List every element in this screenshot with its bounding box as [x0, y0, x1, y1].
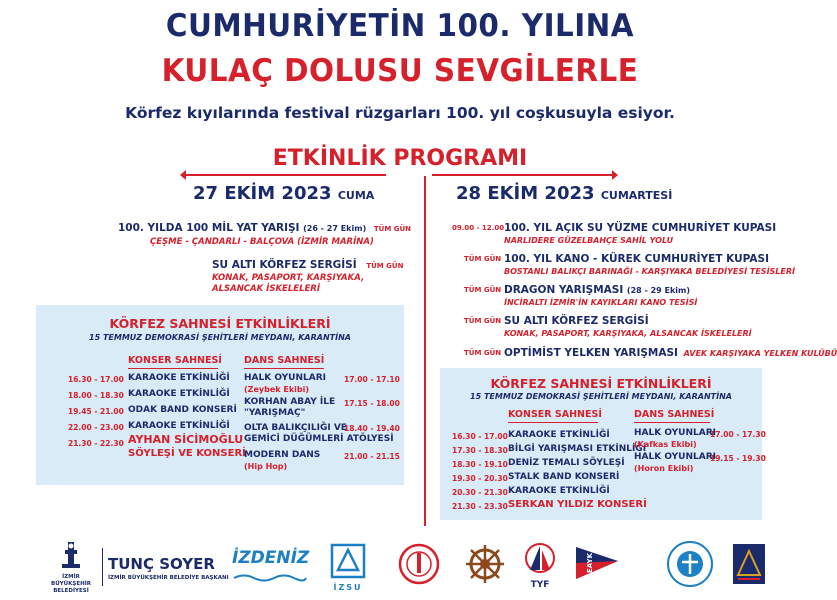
dans-time: 18.40 - 19.40: [344, 424, 400, 433]
arrow-left-icon: [180, 170, 186, 180]
dans-name: KORHAN ABAY İLE: [244, 397, 336, 407]
konser-time: 21.30 - 22.30: [68, 439, 124, 448]
izmir-logo-line1: İZMİR: [62, 574, 80, 580]
konser-time: 17.30 - 18.30: [452, 446, 508, 455]
logo-divider: [102, 548, 103, 586]
program-title: ETKİNLİK PROGRAMI: [272, 146, 528, 171]
konser-time: 20.30 - 21.30: [452, 488, 508, 497]
izsu-text: İZSU: [333, 583, 363, 592]
event-location: İNCİRALTI İZMİR'İN KAYIKLARI KANO TESİSİ: [504, 298, 698, 307]
event-date-note: (28 - 29 Ekim): [626, 286, 691, 295]
chamber-logo: [666, 540, 714, 592]
izmir-logo-line2: BÜYÜKŞEHİR: [51, 581, 91, 587]
dans-name: OLTA BALIKÇILIĞI VE: [244, 423, 347, 433]
dans-name: HALK OYUNLARI: [634, 428, 717, 438]
konser-name: SERKAN YILDIZ KONSERİ: [508, 499, 647, 510]
izmir-logo-line3: BELEDİYESİ: [53, 588, 89, 594]
izmir-bb-logo: [46, 540, 96, 596]
konser-time: 16.30 - 17.00: [452, 432, 508, 441]
day2-header: [456, 183, 672, 204]
konser-name: KARAOKE ETKİNLİĞİ: [508, 430, 610, 440]
dans-head: DANS SAHNESİ: [634, 409, 715, 420]
dans-underline: [634, 422, 710, 423]
konser-name: BİLGİ YARIŞMASI ETKİNLİĞİ: [508, 444, 647, 454]
konser-name: KARAOKE ETKİNLİĞİ: [128, 421, 230, 431]
tyf-logo: [520, 540, 560, 596]
dans-head: DANS SAHNESİ: [244, 355, 325, 366]
dans-note: (Zeybek Ekibi): [244, 385, 310, 394]
event-location: AVEK KARŞIYAKA YELKEN KULÜBÜ: [683, 349, 837, 358]
dans-name: MODERN DANS: [244, 450, 321, 460]
event-title: OPTİMİST YELKEN YARIŞMASI: [504, 347, 678, 359]
konser-name: KARAOKE ETKİNLİĞİ: [128, 389, 230, 399]
arrow-right-icon: [612, 170, 618, 180]
izdeniz-logo: [232, 548, 309, 587]
dans-time: 17.00 - 17.30: [710, 430, 766, 439]
square-emblem-icon: [732, 543, 766, 585]
konser-head: KONSER SAHNESİ: [508, 409, 602, 420]
konser-time: 16.30 - 17.00: [68, 375, 124, 384]
event-time-tag: TÜM GÜN: [373, 225, 412, 233]
drop-icon: [330, 543, 366, 579]
dans-name: HALK OYUNLARI: [634, 452, 717, 462]
pennant-icon: [574, 543, 620, 585]
emblem-icon: [398, 543, 440, 585]
tyf-text: TYF: [530, 580, 550, 590]
box-subtitle: 15 TEMMUZ DEMOKRASİ ŞEHİTLERİ MEYDANI, KARANTİNA: [89, 333, 351, 342]
sail-icon: [520, 540, 560, 576]
day2-weekday: CUMARTESİ: [600, 189, 673, 202]
event-location: NARLIDERE GÜZELBAHÇE SAHİL YOLU: [504, 236, 674, 245]
day1-event-2: [212, 259, 412, 294]
event-title: 100. YIL AÇIK SU YÜZME CUMHURİYET KUPASI: [504, 222, 777, 234]
title-line-1: CUMHURİYETİN 100. YILINA: [165, 8, 635, 44]
dans-time: 19.15 - 19.30: [710, 454, 766, 463]
day1-date: 27 EKİM 2023: [193, 183, 332, 204]
event-time-tag: TÜM GÜN: [464, 349, 502, 357]
day1-stage-box: [36, 305, 404, 485]
event-time-tag: 09.00 - 12.00: [452, 224, 505, 232]
dans-note: (Hip Hop): [244, 462, 288, 471]
konser-time: 22.00 - 23.00: [68, 423, 124, 432]
day2-date: 28 EKİM 2023: [456, 183, 595, 204]
dans-time: 17.00 - 17.10: [344, 375, 400, 384]
mayor-block: [108, 555, 229, 581]
seal-logo-1: [398, 543, 440, 589]
box-subtitle: 15 TEMMUZ DEMOKRASİ ŞEHİTLERİ MEYDANI, KARANTİNA: [470, 392, 732, 401]
eayk-logo: [574, 543, 620, 589]
konser-time: 19.45 - 21.00: [68, 407, 124, 416]
ship-wheel-icon: [464, 543, 506, 585]
konser-head: KONSER SAHNESİ: [128, 355, 222, 366]
konser-name: ODAK BAND KONSERİ: [128, 405, 237, 415]
event-time-tag: TÜM GÜN: [464, 286, 502, 294]
eayk-text: EAYK: [586, 552, 595, 574]
konser-time: 21.30 - 23.30: [452, 502, 508, 511]
event-title: SU ALTI KÖRFEZ SERGİSİ: [212, 259, 357, 271]
konser-name-line2: SÖYLEŞİ VE KONSERİ: [128, 448, 246, 459]
event-title: 100. YIL KANO - KÜREK CUMHURİYET KUPASI: [504, 253, 769, 265]
title-line-2: KULAÇ DOLUSU SEVGİLERLE: [161, 53, 639, 89]
event-title: 100. YILDA 100 MİL YAT YARIŞI: [118, 222, 300, 234]
dans-note: (Horon Ekibi): [634, 464, 694, 473]
day1-weekday: CUMA: [337, 189, 375, 202]
divider-right-h: [432, 174, 612, 176]
event-title-wrap: [504, 284, 690, 296]
mayor-name: TUNÇ SOYER: [108, 555, 215, 573]
izsu-logo: [330, 543, 366, 595]
event-location: BOSTANLI BALIKÇI BARINAĞI - KARŞIYAKA BELEDİYESİ TESİSLERİ: [504, 267, 795, 276]
square-logo: [732, 543, 766, 589]
konser-time: 18.30 - 19.10: [452, 460, 508, 469]
dans-note: (Kafkas Ekibi): [634, 440, 697, 449]
dans-name: HALK OYUNLARI: [244, 373, 327, 383]
dans-time: 21.00 - 21.15: [344, 452, 400, 461]
event-location: KONAK, PASAPORT, KARŞIYAKA, ALSANCAK İSKELELERİ: [504, 329, 752, 338]
dans-underline: [244, 368, 324, 369]
event-date-note: (26 - 27 Ekim): [303, 224, 367, 233]
event-location-2: ALSANCAK İSKELELERİ: [212, 284, 321, 294]
event-title-wrap: [504, 347, 837, 359]
event-time-tag: TÜM GÜN: [464, 317, 502, 325]
ship-wheel-logo: [464, 543, 506, 589]
divider-vertical: [424, 176, 426, 526]
dans-name-line2: "YARIŞMAÇ": [244, 408, 306, 418]
event-title: DRAGON YARIŞMASI: [504, 284, 624, 296]
konser-name: KARAOKE ETKİNLİĞİ: [128, 373, 230, 383]
event-time-tag: TÜM GÜN: [366, 262, 404, 270]
dans-name-line2: GEMİCİ DÜĞÜMLERİ ATÖLYESİ: [244, 434, 394, 444]
konser-underline: [508, 422, 598, 423]
clock-tower-icon: [46, 540, 96, 570]
chamber-seal-icon: [666, 540, 714, 588]
dans-time: 17.15 - 18.00: [344, 399, 400, 408]
event-location: KONAK, PASAPORT, KARŞIYAKA,: [212, 273, 365, 283]
event-time-tag: TÜM GÜN: [464, 255, 502, 263]
box-title: KÖRFEZ SAHNESİ ETKİNLİKLERİ: [109, 316, 331, 331]
izdeniz-text: İZDENİZ: [232, 548, 310, 568]
konser-name: AYHAN SİCİMOĞLU: [128, 433, 244, 446]
konser-name: KARAOKE ETKİNLİĞİ: [508, 486, 610, 496]
konser-time: 19.30 - 20.30: [452, 474, 508, 483]
wave-icon: [232, 573, 308, 583]
konser-time: 18.00 - 18.30: [68, 391, 124, 400]
day1-header: [193, 183, 374, 204]
konser-name: STALK BAND KONSERİ: [508, 472, 620, 482]
event-location: ÇEŞME - ÇANDARLI - BALÇOVA (İZMİR MARİNA): [150, 237, 374, 247]
event-title: SU ALTI KÖRFEZ SERGİSİ: [504, 315, 649, 327]
konser-underline: [128, 368, 218, 369]
box-title: KÖRFEZ SAHNESİ ETKİNLİKLERİ: [490, 376, 712, 391]
konser-name: DENİZ TEMALI SÖYLEŞİ: [508, 458, 625, 468]
day2-stage-box: [440, 368, 766, 520]
divider-left-h: [186, 174, 386, 176]
tagline: Körfez kıyılarında festival rüzgarları 100. yıl coşkusuyla esiyor.: [125, 104, 675, 122]
mayor-title: İZMİR BÜYÜKŞEHİR BELEDİYE BAŞKANI: [108, 575, 229, 581]
day1-event-1: [118, 222, 412, 247]
